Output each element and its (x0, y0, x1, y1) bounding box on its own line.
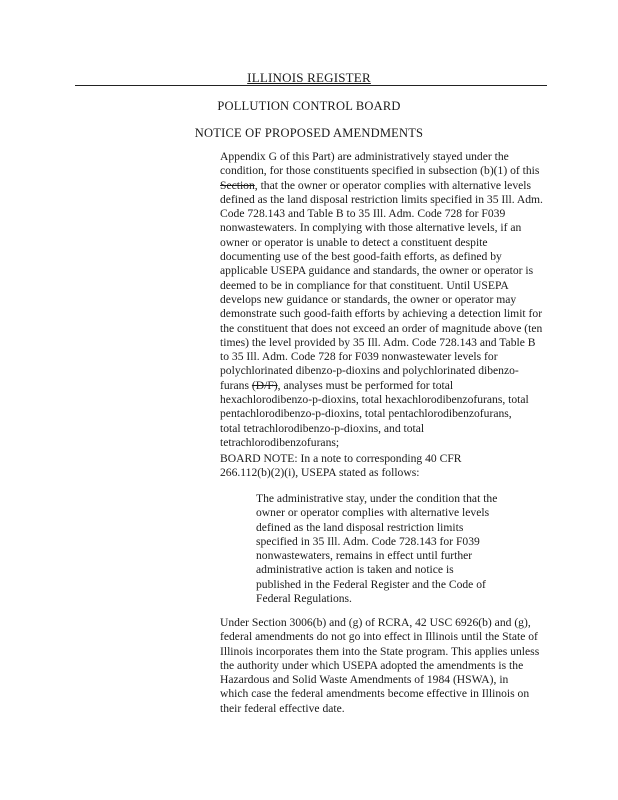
text-line: defined as the land disposal restriction limits specified in 35 Ill. Adm. (220, 192, 543, 206)
struck-text: (D/F) (251, 378, 278, 392)
text-line: BOARD NOTE: In a note to corresponding 40 CFR (220, 452, 462, 465)
text-line: develops new guidance or standards, the owner or operator may (220, 292, 517, 306)
board-note (220, 452, 550, 481)
text-line: nonwastewaters. In complying with those alternative levels, if an (220, 221, 522, 235)
text-line: federal amendments do not go into effect in Illinois until the State of (220, 630, 538, 644)
text-line: published in the Federal Register and the Code of (256, 577, 486, 591)
text-line: Hazardous and Solid Waste Amendments of 1984 (HSWA), in (220, 673, 509, 687)
board-title: POLLUTION CONTROL BOARD (217, 99, 401, 113)
text-line: which case the federal amendments become effective in Illinois on (220, 687, 530, 701)
text-line: the constituent that does not exceed an order of magnitude above (ten (220, 321, 543, 335)
text-line: Appendix G of this Part) are administratively stayed under the (220, 150, 509, 163)
register-title: ILLINOIS REGISTER (247, 70, 371, 85)
text-line: times) the level provided by 35 Ill. Adm. Code 728.143 and Table B (220, 335, 536, 349)
text-line: administrative action is taken and notice is (256, 563, 454, 577)
text-line: 266.112(b)(2)(i), USEPA stated as follows: (220, 466, 420, 480)
text-line: owner or operator complies with alternative levels (256, 506, 490, 520)
text-line: tetrachlorodibenzofurans; (220, 435, 340, 449)
text-line: furans (D/F), analyses must be performed for total (220, 378, 454, 392)
text-line: deemed to be in compliance for that constituent. Until USEPA (220, 278, 509, 292)
text-line: condition, for those constituents specified in subsection (b)(1) of this (220, 164, 540, 178)
text-line: to 35 Ill. Adm. Code 728 for F039 nonwastewater levels for (220, 350, 498, 364)
text-line: Code 728.143 and Table B to 35 Ill. Adm. Code 728 for F039 (220, 207, 506, 221)
text-line: their federal effective date. (220, 701, 345, 715)
text-line: owner or operator is unable to detect a constituent despite (220, 235, 488, 249)
text-line: total tetrachlorodibenzo-p-dioxins, and total (220, 421, 425, 435)
text-line: defined as the land disposal restriction limits (256, 520, 464, 534)
text-line: Section, that the owner or operator complies with alternative levels (220, 178, 532, 192)
struck-text: Section (220, 178, 255, 192)
text-line: hexachlorodibenzo-p-dioxins, total hexachlorodibenzofurans, total (220, 393, 529, 407)
text-line: pentachlorodibenzo-p-dioxins, total pentachlorodibenzofurans, (220, 407, 512, 421)
usepa-quote (256, 492, 526, 606)
header-rule (75, 85, 547, 86)
text-line: demonstrate such good-faith efforts by achieving a detection limit for (220, 307, 543, 321)
paragraph-appendix-g (220, 150, 550, 450)
notice-title: NOTICE OF PROPOSED AMENDMENTS (194, 126, 424, 140)
text-line: applicable USEPA guidance and standards, the owner or operator is (220, 264, 534, 278)
text-line: The administrative stay, under the condition that the (256, 492, 498, 505)
text-line: Federal Regulations. (256, 592, 352, 606)
paragraph-rcra (220, 616, 550, 716)
text-line: Illinois incorporates them into the State program. This applies unless (220, 644, 540, 658)
text-line: nonwastewaters, remains in effect until further (256, 549, 473, 563)
text-line: polychlorinated dibenzo-p-dioxins and polychlorinated dibenzo- (220, 364, 519, 378)
text-line: the authority under which USEPA adopted the amendments is the (220, 658, 524, 672)
text-line: Under Section 3006(b) and (g) of RCRA, 42 USC 6926(b) and (g), (220, 616, 531, 629)
text-line: documenting use of the best good-faith efforts, as defined by (220, 250, 502, 264)
text-line: specified in 35 Ill. Adm. Code 728.143 for F039 (256, 534, 480, 548)
